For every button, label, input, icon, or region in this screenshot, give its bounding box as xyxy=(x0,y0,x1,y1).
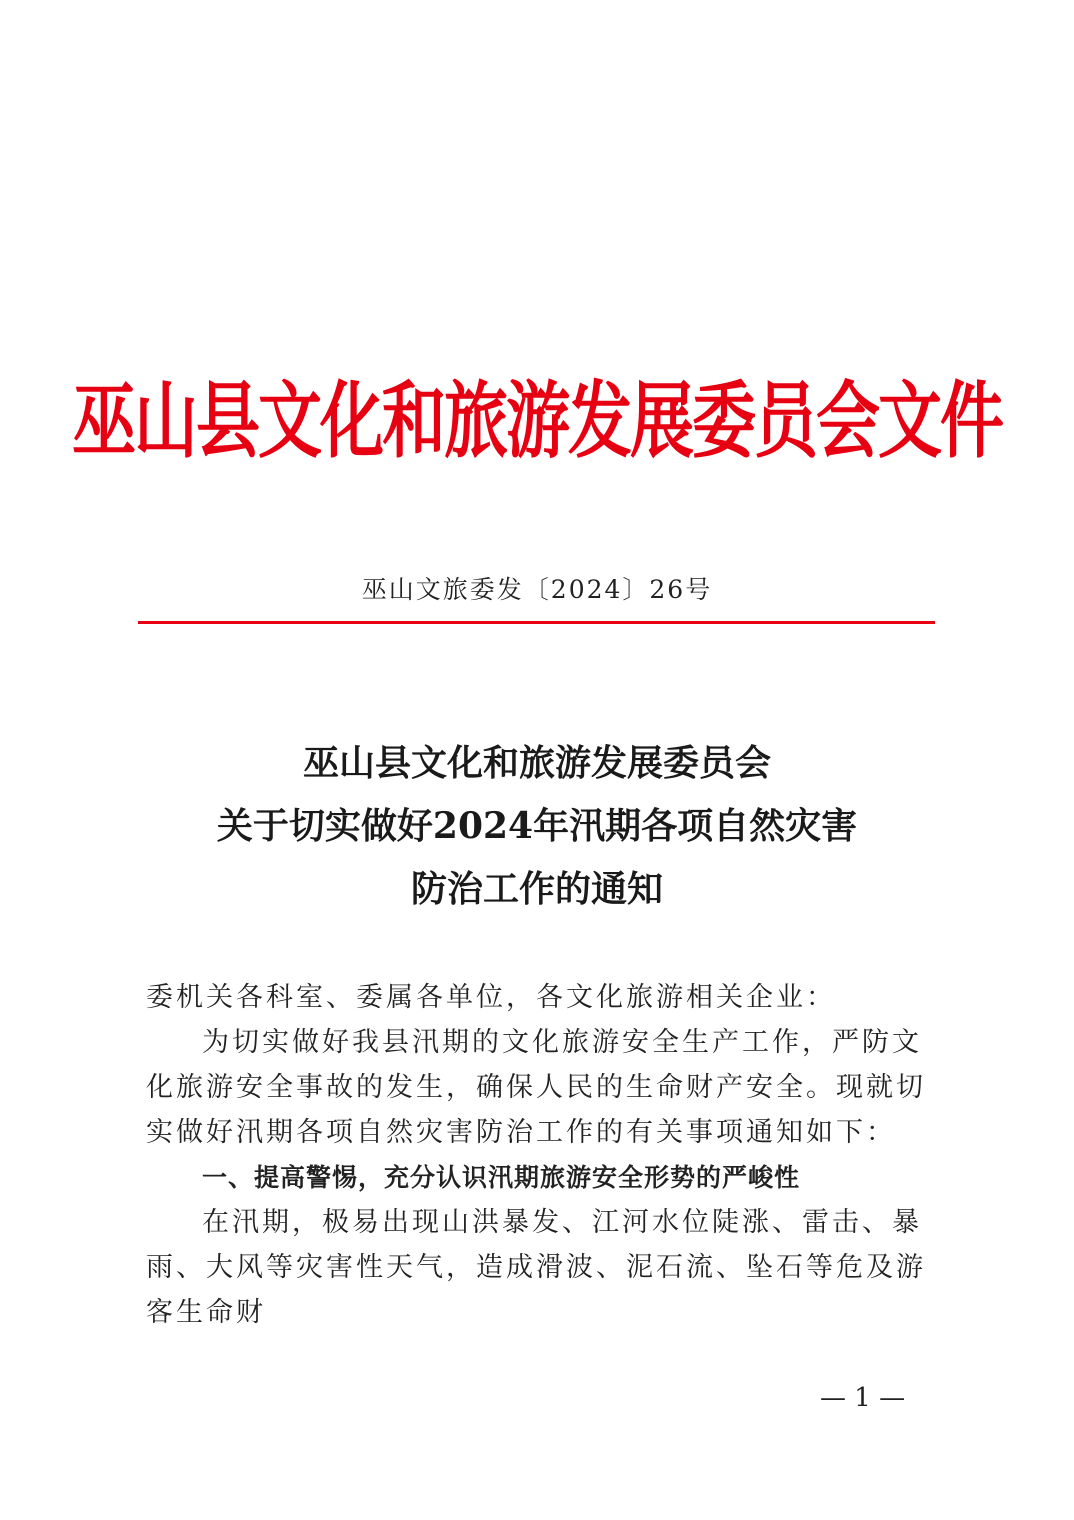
agency-header-title: 巫山县文化和旅游发展委员会文件 xyxy=(72,372,1002,471)
document-number: 巫山文旅委发〔2024〕26号 xyxy=(361,575,713,604)
notice-title-line-3: 防治工作的通知 xyxy=(410,868,663,910)
section-1-paragraph: 在汛期，极易出现山洪暴发、江河水位陡涨、雷击、暴雨、大风等灾害性天气，造成滑波、泥石流、坠石等危及游客生命财 xyxy=(146,1207,926,1328)
intro-paragraph: 为切实做好我县汛期的文化旅游安全生产工作，严防文化旅游安全事故的发生，确保人民的生命财产安全。现就切实做好汛期各项自然灾害防治工作的有关事项通知如下： xyxy=(146,1027,926,1148)
red-divider-line xyxy=(138,621,935,624)
notice-body xyxy=(146,975,946,1335)
notice-title-line-2: 关于切实做好2024年汛期各项自然灾害 xyxy=(216,805,858,847)
recipients-line: 委机关各科室、委属各单位，各文化旅游相关企业： xyxy=(146,982,836,1013)
notice-title-line-1: 巫山县文化和旅游发展委员会 xyxy=(302,742,771,784)
section-1-heading: 一、提高警惕，充分认识汛期旅游安全形势的严峻性 xyxy=(202,1163,801,1192)
notice-title xyxy=(0,732,1074,921)
page-number: — 1 — xyxy=(820,1383,906,1413)
